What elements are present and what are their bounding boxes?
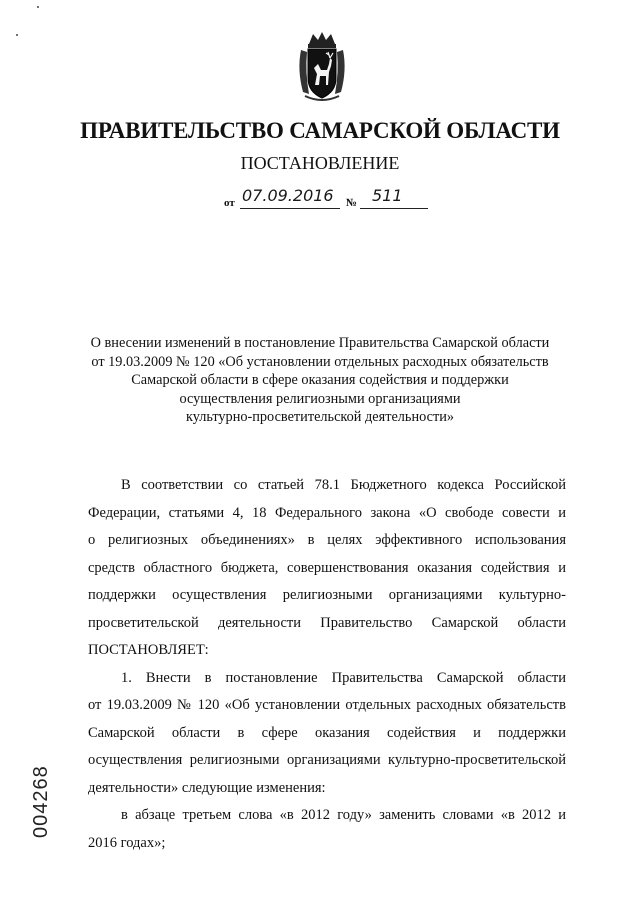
body-line: в абзаце третьем слова «в 2012 году» заменить словами «в 2012 и [121,807,566,823]
document-date-number [224,186,444,212]
samara-coat-of-arms-icon [291,30,353,102]
body-line: ПОСТАНОВЛЯЕТ: [88,642,209,658]
number-prefix: № [346,197,358,209]
body-line: 2016 годах»; [88,834,166,851]
subject-line: осуществления религиозными организациями [179,390,461,407]
body-line: поддержки осуществления религиозными организациями культурно- [88,587,566,603]
body-line: Федерации, статьями 4, 18 Федерального закона «О свободе совести и [88,504,566,521]
body-line: о религиозных объединениях» в целях эффективного использования [88,532,566,548]
date-prefix: от [224,197,235,209]
organization-title: ПРАВИТЕЛЬСТВО САМАРСКОЙ ОБЛАСТИ [80,118,560,143]
body-line: просветительской деятельности Правительство Самарской области [88,614,566,631]
side-stamp-number: 004268 [30,765,52,838]
document-body [88,472,566,857]
subject-line: О внесении изменений в постановление Правительства Самарской области [90,335,550,351]
number-handwritten: 511 [372,186,403,205]
body-line: 1. Внести в постановление Правительства Самарской области [121,669,566,686]
document-type: ПОСТАНОВЛЕНИЕ [240,153,400,173]
date-underline [240,208,340,209]
subject-line: Самарской области в сфере оказания содействия и поддержки [131,372,509,389]
scan-speck [37,6,39,8]
scan-speck [16,34,18,36]
body-line: средств областного бюджета, совершенствования оказания содействия и [88,559,566,576]
date-handwritten: 07.09.2016 [242,186,334,205]
body-line: от 19.03.2009 № 120 «Об установлении отдельных расходных обязательств [88,697,566,713]
body-line: деятельности» следующие изменения: [88,779,326,796]
body-line: В соответствии со статьей 78.1 Бюджетного кодекса Российской [121,477,566,493]
subject-line: культурно-просветительской деятельности» [185,409,455,426]
document-subject [60,334,580,427]
body-line: Самарской области в сфере оказания содействия и поддержки [88,724,566,741]
number-underline [360,208,428,209]
body-line: осуществления религиозными организациями культурно-просветительской [88,752,566,768]
subject-line: от 19.03.2009 № 120 «Об установлении отдельных расходных обязательств [91,353,549,370]
